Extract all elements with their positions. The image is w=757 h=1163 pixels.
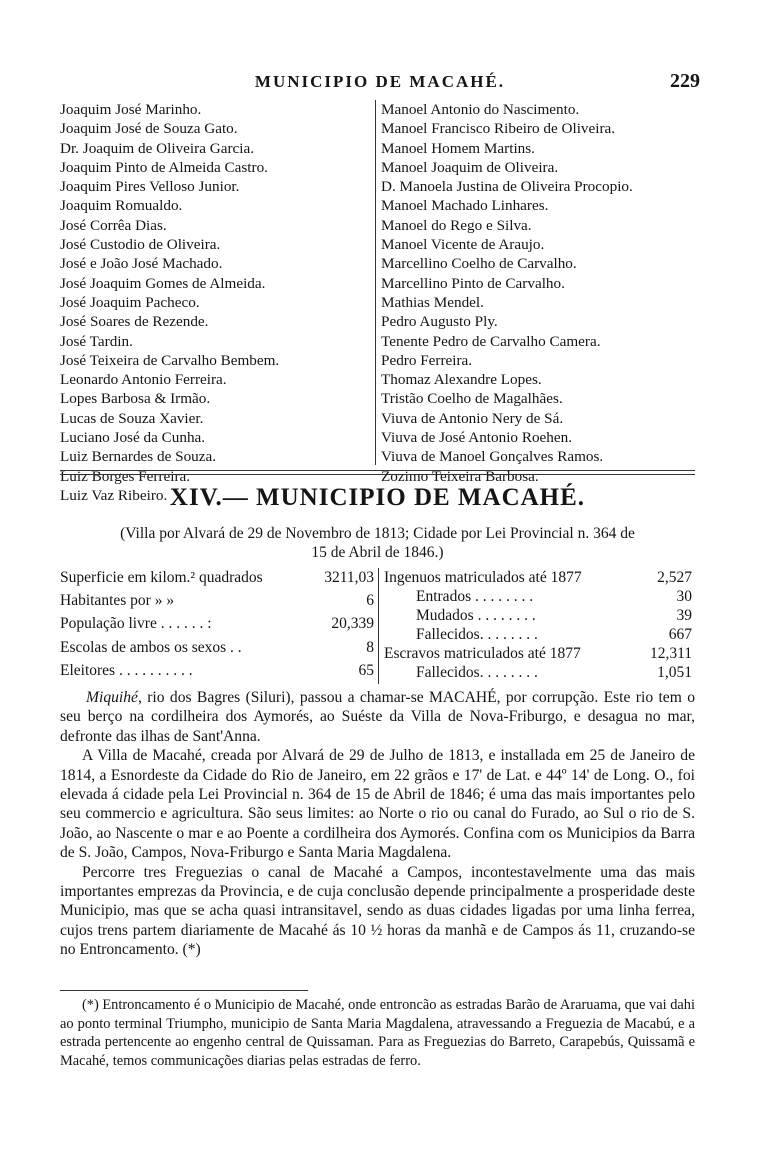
divider [60,470,695,471]
stat-label: Ingenuos matriculados até 1877 [384,569,582,586]
stat-value: 20,339 [331,615,374,633]
list-item: Manoel do Rego e Silva. [381,216,532,234]
creation-note-line: (Villa por Alvará de 29 de Novembro de 1813; Cidade por Lei Provincial n. 364 de [120,525,635,542]
stat-label: Eleitores . . . . . . . . . . [60,661,193,679]
stat-label: Escravos matriculados até 1877 [384,645,581,662]
list-item: Manoel Francisco Ribeiro de Oliveira. [381,120,616,138]
list-item: Manoel Machado Linhares. [381,197,549,215]
creation-note-line: 15 de Abril de 1846.) [311,544,444,561]
list-item: Tristão Coelho de Magalhães. [381,390,563,408]
names-list-left [60,100,370,505]
table-row [384,606,696,625]
list-item: Marcellino Pinto de Carvalho. [381,274,565,292]
paragraph [60,688,695,746]
page-number: 229 [670,70,700,92]
list-item: Viuva de Antonio Nery de Sá. [381,409,564,427]
stat-label: População livre . . . . . . : [60,615,212,633]
stat-value: 6 [366,592,374,610]
list-item: Lucas de Souza Xavier. [60,409,204,427]
list-item: Joaquim José Marinho. [60,101,202,118]
list-item: Manoel Joaquim de Oliveira. [381,158,559,176]
stat-label: Escolas de ambos os sexos . . [60,638,242,656]
table-row [60,614,378,637]
body-text [60,688,695,960]
table-row [60,568,378,591]
footnote-divider [60,990,308,991]
table-row [384,663,696,682]
stat-value: 30 [676,588,692,605]
list-item: Joaquim Pinto de Almeida Castro. [60,158,268,176]
table-row [384,625,696,644]
list-item: Dr. Joaquim de Oliveira Garcia. [60,139,254,157]
list-item: José Joaquim Pacheco. [60,293,200,311]
stat-value: 667 [668,626,692,643]
list-item: Luiz Bernardes de Souza. [60,448,217,466]
list-item: Joaquim Pires Velloso Junior. [60,178,240,196]
list-item: Joaquim Romualdo. [60,197,183,215]
table-row [60,638,378,661]
stat-label: Entrados . . . . . . . . [416,588,534,605]
stat-value: 2,527 [657,569,692,586]
list-item: José Soares de Rezende. [60,313,209,331]
list-item: José Tardin. [60,332,133,350]
list-item: José Custodio de Oliveira. [60,236,221,254]
stats-table-right [384,568,696,682]
stat-value: 65 [358,661,374,679]
list-item: D. Manoela Justina de Oliveira Procopio. [381,178,633,196]
italic-term: Miquihé, [86,689,142,706]
paragraph: Percorre tres Freguezias o canal de Macahé a Campos, incontestavelmente uma das mais importantes emprezas da Provincia, e de cuja conclusão depende principalmente a prosperidade deste Municipio, mas que se acha quasi intransitavel, sendo as duas cidades ligadas por uma linha ferrea, cujos trens partem diariamente de Macahé ás 10 ½ horas da manhã e de Campos ás 11, cruzando-se no Entroncamento. (*) [60,863,695,959]
names-list-right [375,100,701,485]
list-item: Tenente Pedro de Carvalho Camera. [381,332,601,350]
stats-table-left [60,568,379,684]
list-item: Thomaz Alexandre Lopes. [381,371,542,389]
table-row [384,587,696,606]
list-item: Manoel Vicente de Araujo. [381,236,545,254]
list-item: José Corrêa Dias. [60,216,167,234]
list-item: Luiz Borges Ferreira. [60,467,191,485]
list-item: José e João José Machado. [60,255,223,273]
list-item: Leonardo Antonio Ferreira. [60,371,227,389]
stat-label: Superficie em kilom.² quadrados [60,569,263,586]
list-item: Marcellino Coelho de Carvalho. [381,255,577,273]
list-item: José Joaquim Gomes de Almeida. [60,274,266,292]
table-row [384,644,696,663]
stat-label: Fallecidos. . . . . . . . [416,664,538,681]
stat-value: 39 [676,607,692,624]
stat-label: Fallecidos. . . . . . . . [416,626,538,643]
stat-value: 3211,03 [324,569,374,586]
stat-label: Mudados . . . . . . . . [416,607,536,624]
table-row [60,661,378,684]
footnote [60,996,695,1070]
paragraph: A Villa de Macahé, creada por Alvará de 29 de Julho de 1813, e installada em 25 de Janeiro de 1814, a Esnordeste da Cidade do Rio de Janeiro, em 22 grãos e 17' de Lat. e 44º 14' de Long. O., foi elevada á cidade pela Lei Provincial n. 364 de 15 de Abril de 1846; é uma das mais importantes pelo seu commercio e agricultura. São seus limites: ao Norte o rio ou canal do Furado, ao Sul o rio de S. João, ao Nascente o mar e ao Poente a cordilheira dos Aymorés. Confina com os Municipios da Barra de S. João, Campos, Nova-Friburgo e Santa Maria Magdalena. [60,747,695,862]
list-item: Viuva de Manoel Gonçalves Ramos. [381,448,604,466]
stat-value: 12,311 [649,645,692,662]
running-head [60,72,700,96]
list-item: José Teixeira de Carvalho Bembem. [60,351,280,369]
list-item: Zozimo Teixeira Barbosa. [381,467,539,485]
list-item: Manoel Antonio do Nascimento. [381,101,580,118]
footnote-text: (*) Entroncamento é o Municipio de Macahé, onde entroncão as estradas Barão de Araruama, que vai dahi ao ponto terminal Triumpho, municipio de Santa Maria Magdalena, atravessando a Freguezia de Macabú, e a estrada pertencente ao engenho central de Quissaman. Para as Freguezias do Barreto, Carapebús, Quissamã e Macahé, temos communicações diarias pelas estradas de ferro. [60,997,695,1069]
table-row [384,568,696,587]
list-item: Joaquim José de Souza Gato. [60,120,238,138]
section-title: XIV.— MUNICIPIO DE MACAHÉ. [169,484,586,511]
list-item: Pedro Ferreira. [381,351,473,369]
paragraph-text: rio dos Bagres (Siluri), passou a chamar-se MACAHÉ, por corrupção. Este rio tem o seu berço na cordilheira dos Aymorés, ao Suéste da Villa de Nova-Friburgo, e desagua no mar, defronte das ilhas de Sant'Anna. [60,689,695,745]
running-title: MUNICIPIO DE MACAHÉ. [254,72,506,91]
list-item: Luciano José da Cunha. [60,429,206,447]
divider [60,474,695,475]
list-item: Mathias Mendel. [381,293,484,311]
creation-note [60,524,695,562]
stat-label: Habitantes por » » [60,592,175,610]
table-row [60,591,378,614]
list-item: Pedro Augusto Ply. [381,313,498,331]
list-item: Viuva de José Antonio Roehen. [381,429,573,447]
stat-value: 8 [366,638,374,656]
list-item: Manoel Homem Martins. [381,139,535,157]
stat-value: 1,051 [657,664,692,681]
list-item: Lopes Barbosa & Irmão. [60,390,211,408]
list-item: Luiz Vaz Ribeiro. [60,486,168,504]
